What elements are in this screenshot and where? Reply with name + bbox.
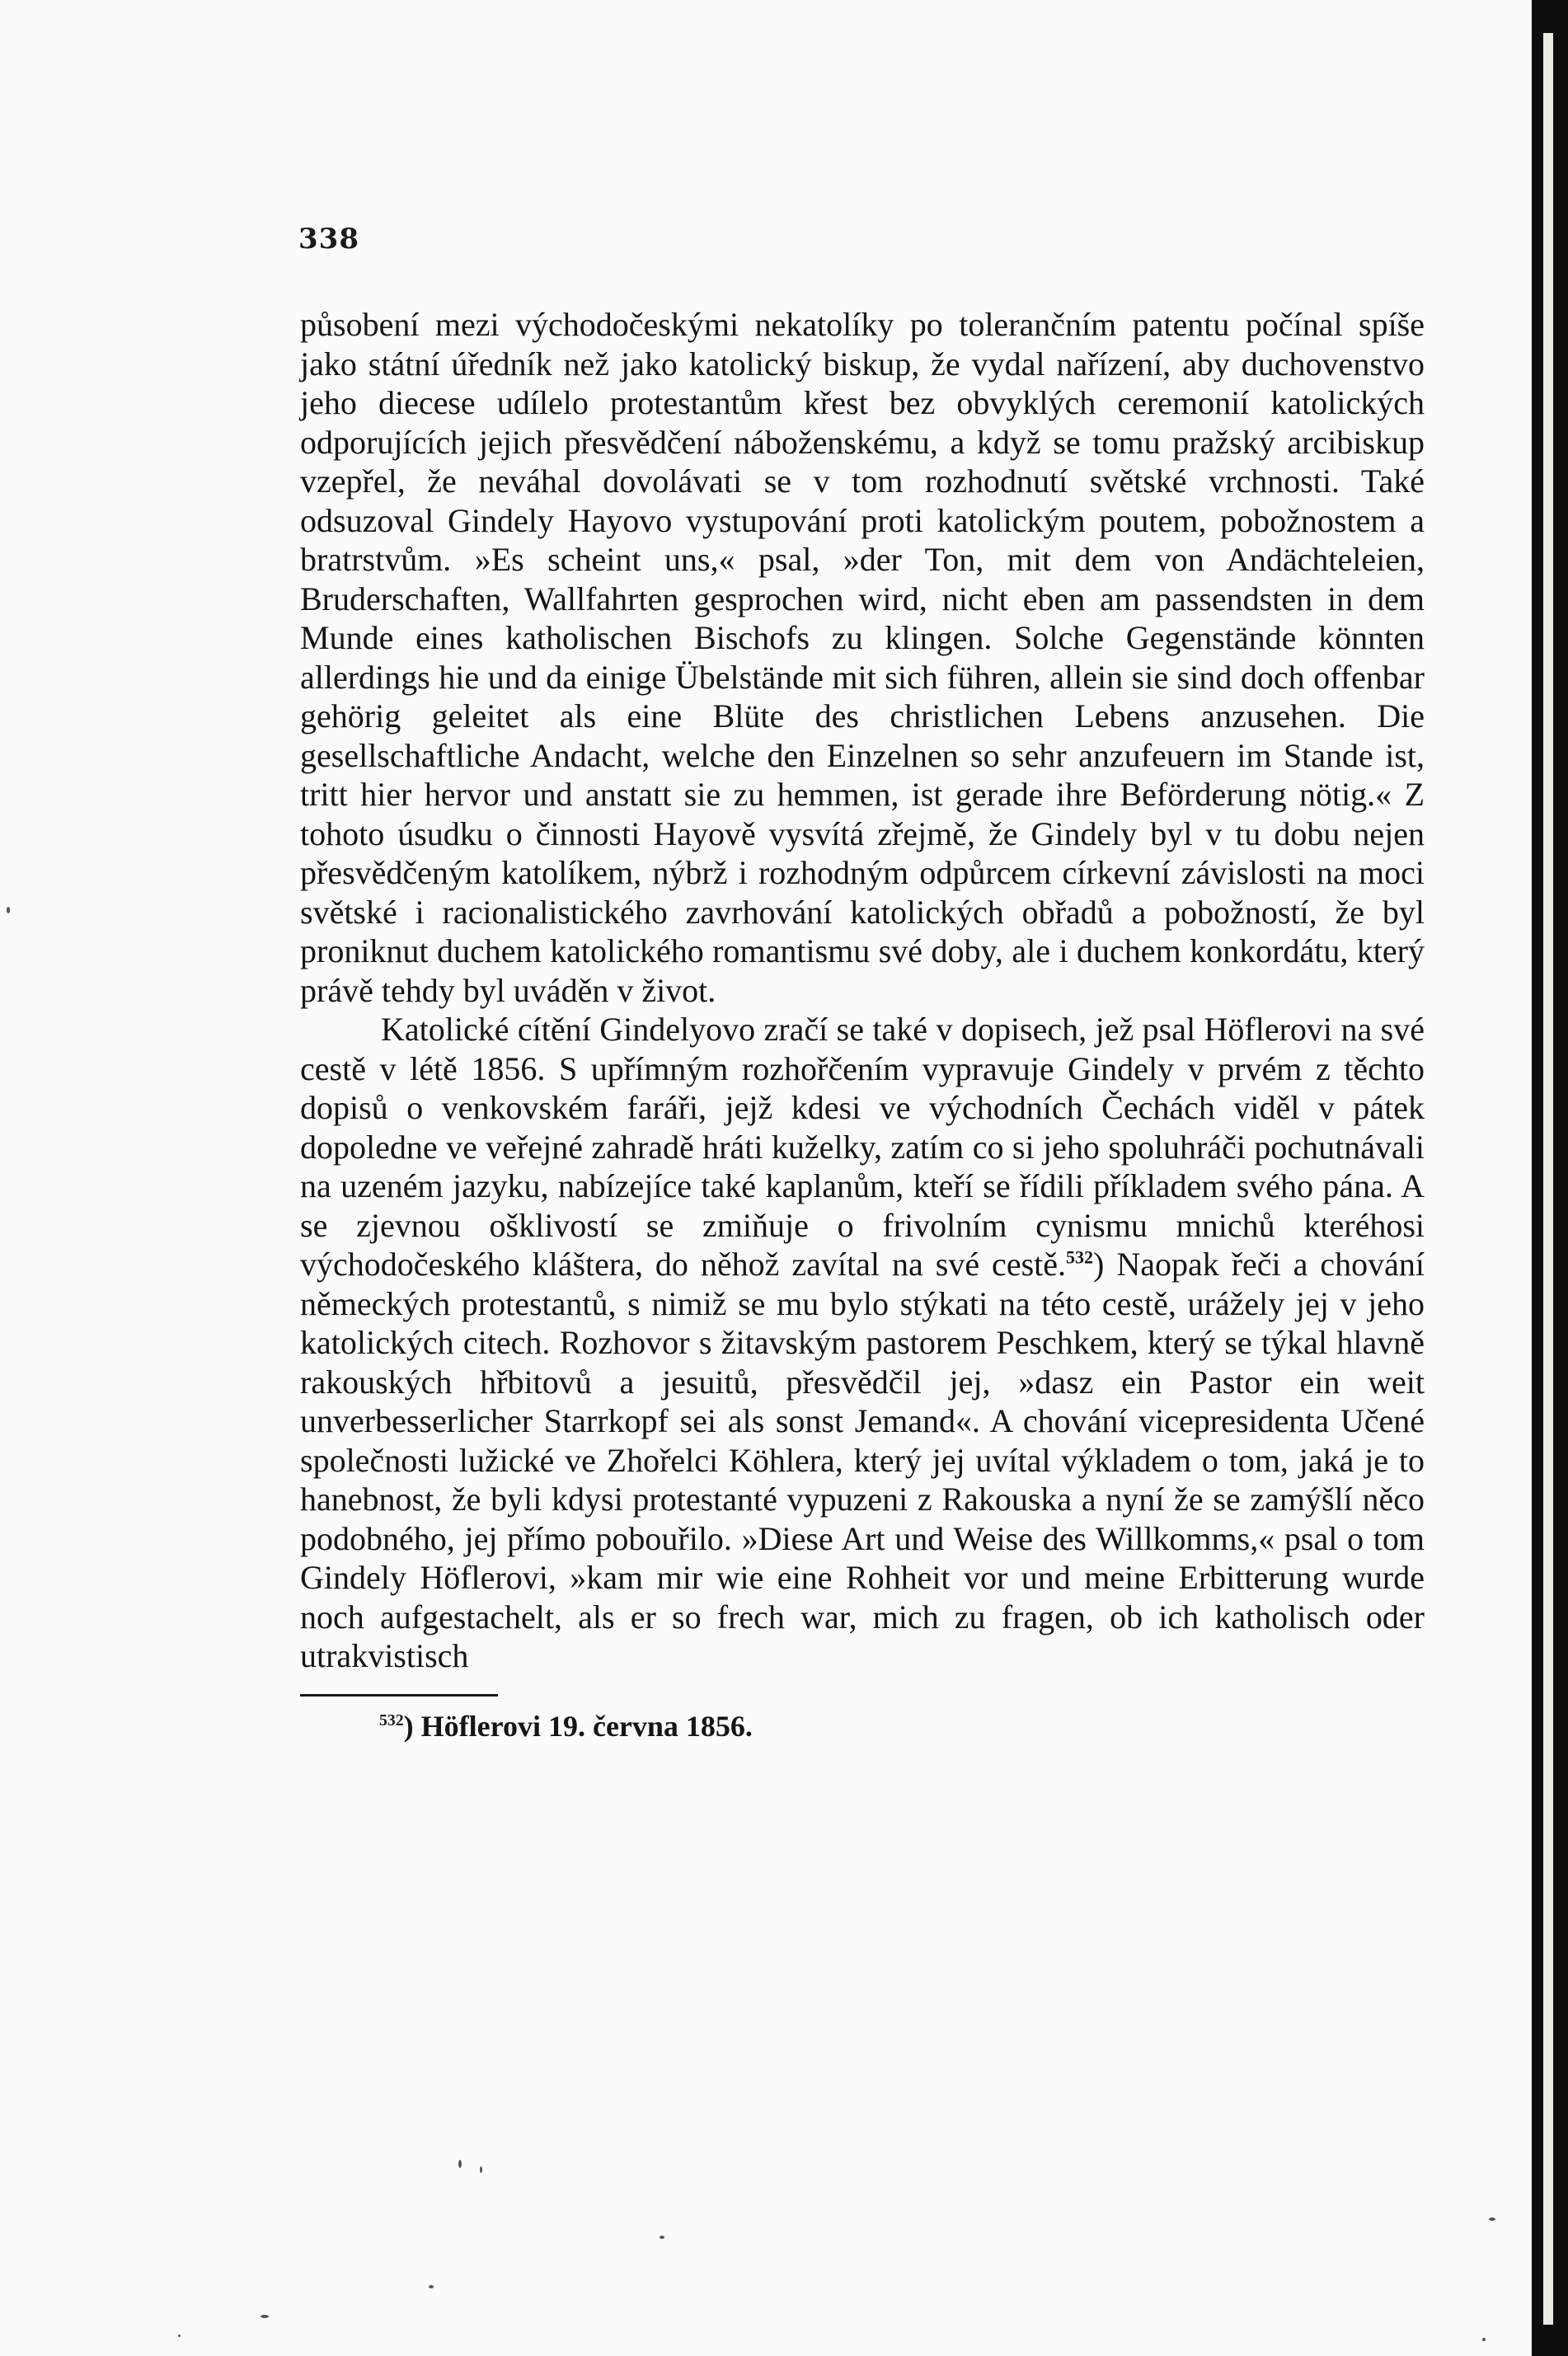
scan-speck	[261, 2315, 269, 2318]
footnote-marker: 532	[379, 1711, 404, 1729]
scan-border-strip	[1543, 33, 1553, 2325]
page-number: 338	[298, 223, 359, 256]
footnote	[379, 1709, 753, 1744]
scan-speck	[429, 2285, 434, 2288]
paragraph-2	[300, 1010, 1425, 1676]
scan-speck	[660, 2236, 664, 2239]
main-text	[300, 305, 1425, 1676]
scan-speck	[1482, 2338, 1486, 2341]
scan-speck	[7, 907, 10, 913]
footnote-reference: 532	[1066, 1246, 1094, 1268]
paragraph-2-text-start: Katolické cítění Gindelyovo zračí se také v dopisech, jež psal Höflerovi na své cestě v létě 1856. S upřímným rozhořčením vypravuje Gindely v prvém z těchto dopisů o venkovském faráři, jejž kdesi ve východních Čechách viděl v pátek dopoledne ve veřejné zahradě hráti kuželky, zatím co si jeho spoluhráči pochutnávali na uzeném jazyku, nabízejíce také kaplanům, kteří se řídili příkladem svého pána. A se zjevnou ošklivostí se zmiňuje o frivolním cynismu mnichů kteréhosi východočeského kláštera, do něhož zavítal na své cestě.	[300, 1011, 1425, 1283]
scan-speck	[458, 2160, 462, 2168]
scan-speck	[1489, 2218, 1495, 2221]
scan-border	[1532, 0, 1568, 2356]
footnote-divider	[300, 1694, 498, 1697]
footnote-text: ) Höflerovi 19. června 1856.	[403, 1710, 753, 1743]
paragraph-1: působení mezi východočeskými nekatolíky po tolerančním patentu počínal spíše jako státní úředník než jako katolický biskup, že vydal nařízení, aby duchovenstvo jeho diecese udílelo protestantům křest bez obvyklých ceremonií katolických odporujících jejich přesvědčení náboženskému, a když se tomu pražský arcibiskup vzepřel, že neváhal dovolávati se v tom rozhodnutí světské vrchnosti. Také odsuzoval Gindely Hayovo vystupování proti katolickým poutem, pobožnostem a bratrstvům. »Es scheint uns,« psal, »der Ton, mit dem von Andächteleien, Bruderschaften, Wallfahrten gesprochen wird, nicht eben am passendsten in dem Munde eines katholischen Bischofs zu klingen. Solche Gegenstände könnten allerdings hie und da einige Übelstände mit sich führen, allein sie sind doch offenbar gehörig geleitet als eine Blüte des christlichen Lebens anzusehen. Die gesellschaftliche Andacht, welche den Einzelnen so sehr anzufeuern im Stande ist, tritt hier hervor und anstatt sie zu hemmen, ist gerade ihre Beförderung nötig.« Z tohoto úsudku o činnosti Hayově vysvítá zřejmě, že Gindely byl v tu dobu nejen přesvědčeným katolíkem, nýbrž i rozhodným odpůrcem církevní závislosti na moci světské i racionalistického zavrhování katolických obřadů a pobožností, že byl proniknut duchem katolického romantismu své doby, ale i duchem konkordátu, který právě tehdy byl uváděn v život.	[300, 306, 1425, 1009]
scan-speck	[178, 2335, 181, 2337]
scan-speck	[480, 2166, 482, 2173]
paragraph-2-text-end: ) Naopak řeči a chování německých protestantů, s nimiž se mu bylo stýkati na této cestě, urážely jej v jeho katolických citech. Rozhovor s žitavským pastorem Peschkem, který se týkal hlavně rakouských hřbitovů a jesuitů, přesvědčil jej, »dasz ein Pastor ein weit unverbesserlicher Starrkopf sei als sonst Jemand«. A chování vicepresidenta Učené společnosti lužické ve Zhořelci Köhlera, který jej uvítal výkladem o tom, jaká je to hanebnost, že byli kdysi protestanté vypuzeni z Rakouska a nyní že se zamýšlí něco podobného, jej přímo pobouřilo. »Diese Art und Weise des Willkomms,« psal o tom Gindely Höflerovi, »kam mir wie eine Rohheit vor und meine Erbitterung wurde noch aufgestachelt, als er so frech war, mich zu fragen, ob ich katholisch oder utrakvistisch	[300, 1246, 1425, 1674]
